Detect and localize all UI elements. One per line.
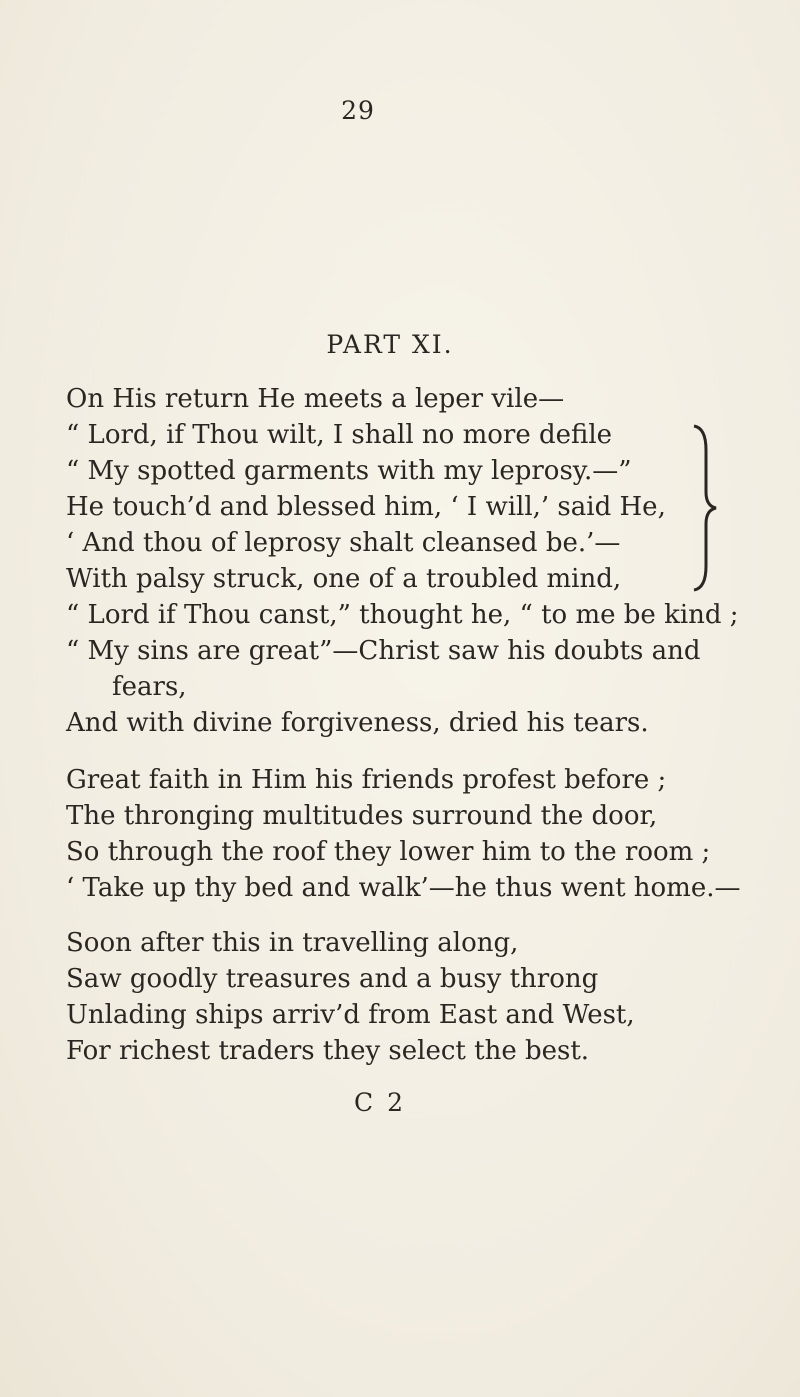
verse-line: “ My sins are great”—Christ saw his doubts and	[66, 636, 701, 666]
stanza-1	[66, 381, 786, 561]
stanza-3	[66, 762, 786, 906]
stanza-2	[66, 561, 786, 741]
verse-line: On His return He meets a leper vile—	[66, 384, 565, 414]
verse-line: “ Lord, if Thou wilt, I shall no more defile	[66, 420, 613, 450]
verse-line: The thronging multitudes surround the door,	[66, 801, 658, 831]
verse-line: Soon after this in travelling along,	[66, 928, 519, 958]
stanza-4	[66, 925, 786, 1069]
verse-line: “ My spotted garments with my leprosy.—”	[66, 456, 632, 486]
verse-line: And with divine forgiveness, dried his tears.	[66, 708, 649, 738]
page-number: 29	[341, 96, 375, 125]
verse-line-continuation: fears,	[112, 672, 187, 702]
signature-mark: C 2	[354, 1088, 406, 1117]
verse-line: “ Lord if Thou canst,” thought he, “ to me be kind ;	[66, 600, 739, 630]
verse-line: ‘ Take up thy bed and walk’—he thus went home.—	[66, 873, 741, 903]
verse-line: Great faith in Him his friends profest before ;	[66, 765, 667, 795]
verse-line: For richest traders they select the best.	[66, 1036, 590, 1066]
verse-line: He touch’d and blessed him, ‘ I will,’ said He,	[66, 492, 666, 522]
verse-line: Saw goodly treasures and a busy throng	[66, 964, 599, 994]
verse-line: ‘ And thou of leprosy shalt cleansed be.’—	[66, 528, 621, 558]
verse-line: Unlading ships arriv’d from East and West,	[66, 1000, 635, 1030]
part-title: PART XI.	[326, 330, 454, 359]
verse-line: With palsy struck, one of a troubled mind,	[66, 564, 622, 594]
verse-line: So through the roof they lower him to the room ;	[66, 837, 711, 867]
